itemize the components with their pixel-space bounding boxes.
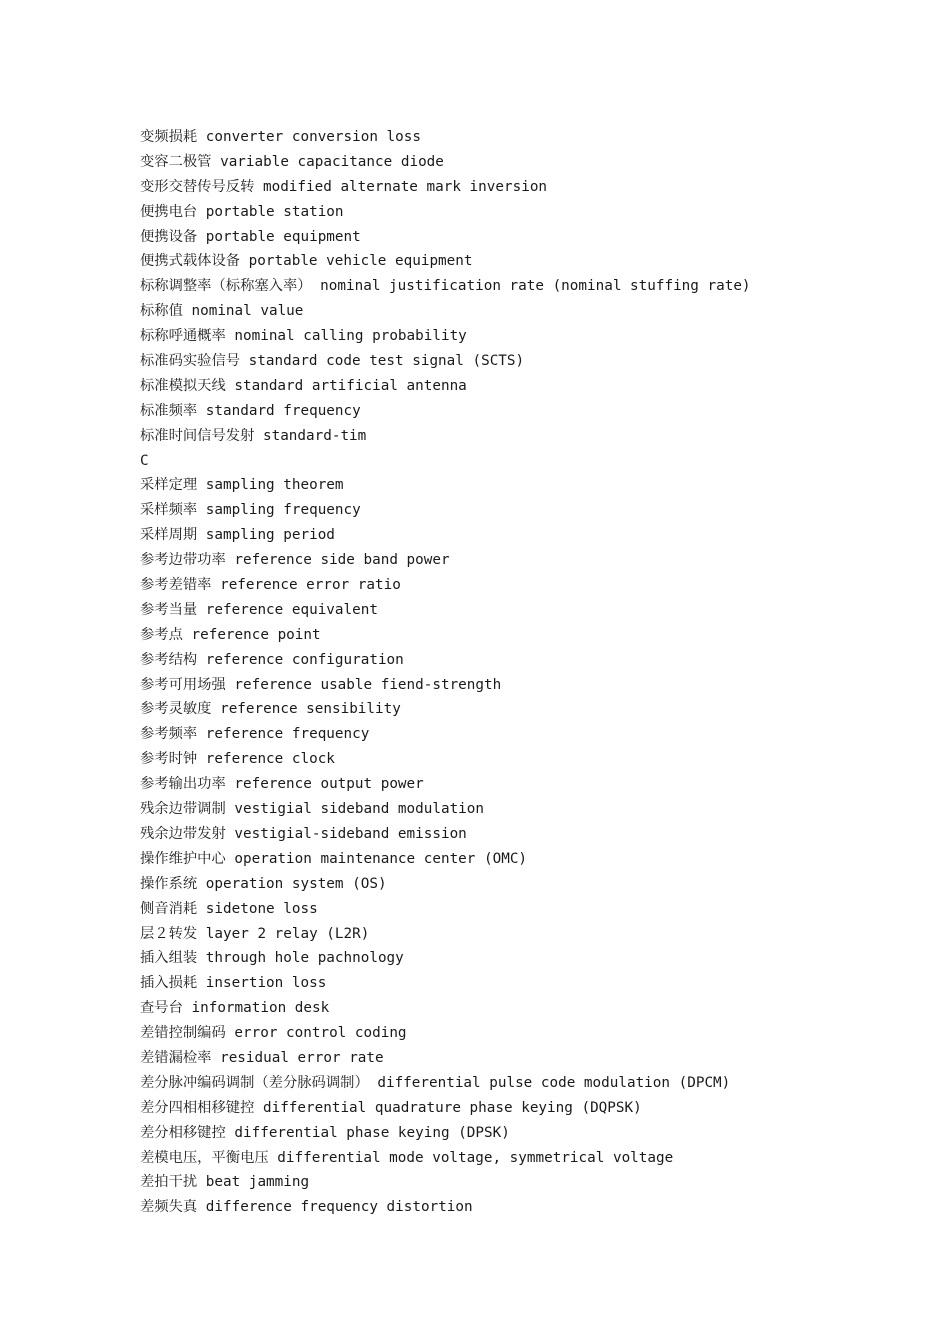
glossary-entry: 参考当量 reference equivalent: [140, 601, 378, 618]
glossary-entry: 采样周期 sampling period: [140, 527, 335, 544]
glossary-entry: 标称值 nominal value: [140, 303, 304, 320]
glossary-entry: 标准频率 standard frequency: [140, 402, 361, 419]
glossary-entry: 标准码实验信号 standard code test signal (SCTS): [140, 353, 525, 370]
glossary-entry: 标准时间信号发射 standard-tim: [140, 427, 367, 444]
glossary-entry: 标称调整率（标称塞入率） nominal justification rate (nominal stuffing rate): [140, 278, 751, 295]
glossary-entry: 采样频率 sampling frequency: [140, 502, 361, 519]
glossary-entry: 差分相移键控 differential phase keying (DPSK): [140, 1124, 510, 1141]
glossary-entry: 差分脉冲编码调制（差分脉码调制） differential pulse code modulation (DPCM): [140, 1074, 731, 1091]
glossary-entry: 差错控制编码 error control coding: [140, 1025, 407, 1042]
glossary-entry: 操作系统 operation system (OS): [140, 875, 387, 892]
glossary-entry: 差频失真 difference frequency distortion: [140, 1199, 473, 1216]
glossary-entry: 变频损耗 converter conversion loss: [140, 129, 421, 145]
glossary-entry: C: [140, 452, 149, 469]
glossary-entry: 便携式载体设备 portable vehicle equipment: [140, 253, 473, 270]
glossary-entry: 参考频率 reference frequency: [140, 726, 370, 743]
glossary-entry: 便携电台 portable station: [140, 203, 344, 220]
glossary-entry: 残余边带调制 vestigial sideband modulation: [140, 801, 485, 818]
glossary-entry: 插入组装 through hole pachnology: [140, 950, 404, 967]
glossary-entry: 参考边带功率 reference side band power: [140, 552, 450, 569]
glossary-entry: 差分四相相移键控 differential quadrature phase keying (DQPSK): [140, 1099, 642, 1116]
glossary-entry: 标准模拟天线 standard artificial antenna: [140, 377, 467, 394]
glossary-entry: 残余边带发射 vestigial-sideband emission: [140, 825, 467, 842]
glossary-entry: 参考结构 reference configuration: [140, 651, 404, 668]
glossary-entry: 参考差错率 reference error ratio: [140, 577, 401, 594]
glossary-entry: 采样定理 sampling theorem: [140, 477, 344, 494]
glossary-entry: 参考可用场强 reference usable fiend-strength: [140, 676, 502, 693]
glossary-entry: 参考输出功率 reference output power: [140, 776, 424, 793]
glossary-entry: 层２转发 layer 2 relay (L2R): [140, 925, 370, 942]
glossary-entry: 插入损耗 insertion loss: [140, 975, 327, 992]
glossary-entry: 差拍干扰 beat jamming: [140, 1174, 310, 1191]
glossary-entry: 标称呼通概率 nominal calling probability: [140, 328, 467, 345]
glossary-entry: 参考时钟 reference clock: [140, 751, 335, 768]
glossary-list: [140, 125, 751, 1220]
glossary-entry: 变形交替传号反转 modified alternate mark inversion: [140, 178, 548, 195]
glossary-entry: 差模电压，平衡电压 differential mode voltage, symmetrical voltage: [140, 1149, 674, 1166]
glossary-entry: 便携设备 portable equipment: [140, 228, 361, 245]
glossary-entry: 差错漏检率 residual error rate: [140, 1049, 384, 1066]
glossary-entry: 变容二极管 variable capacitance diode: [140, 153, 444, 170]
glossary-entry: 参考点 reference point: [140, 626, 321, 643]
glossary-entry: 参考灵敏度 reference sensibility: [140, 701, 401, 718]
glossary-entry: 操作维护中心 operation maintenance center (OMC): [140, 850, 528, 867]
glossary-entry: 查号台 information desk: [140, 1000, 330, 1017]
glossary-entry: 侧音消耗 sidetone loss: [140, 900, 318, 917]
